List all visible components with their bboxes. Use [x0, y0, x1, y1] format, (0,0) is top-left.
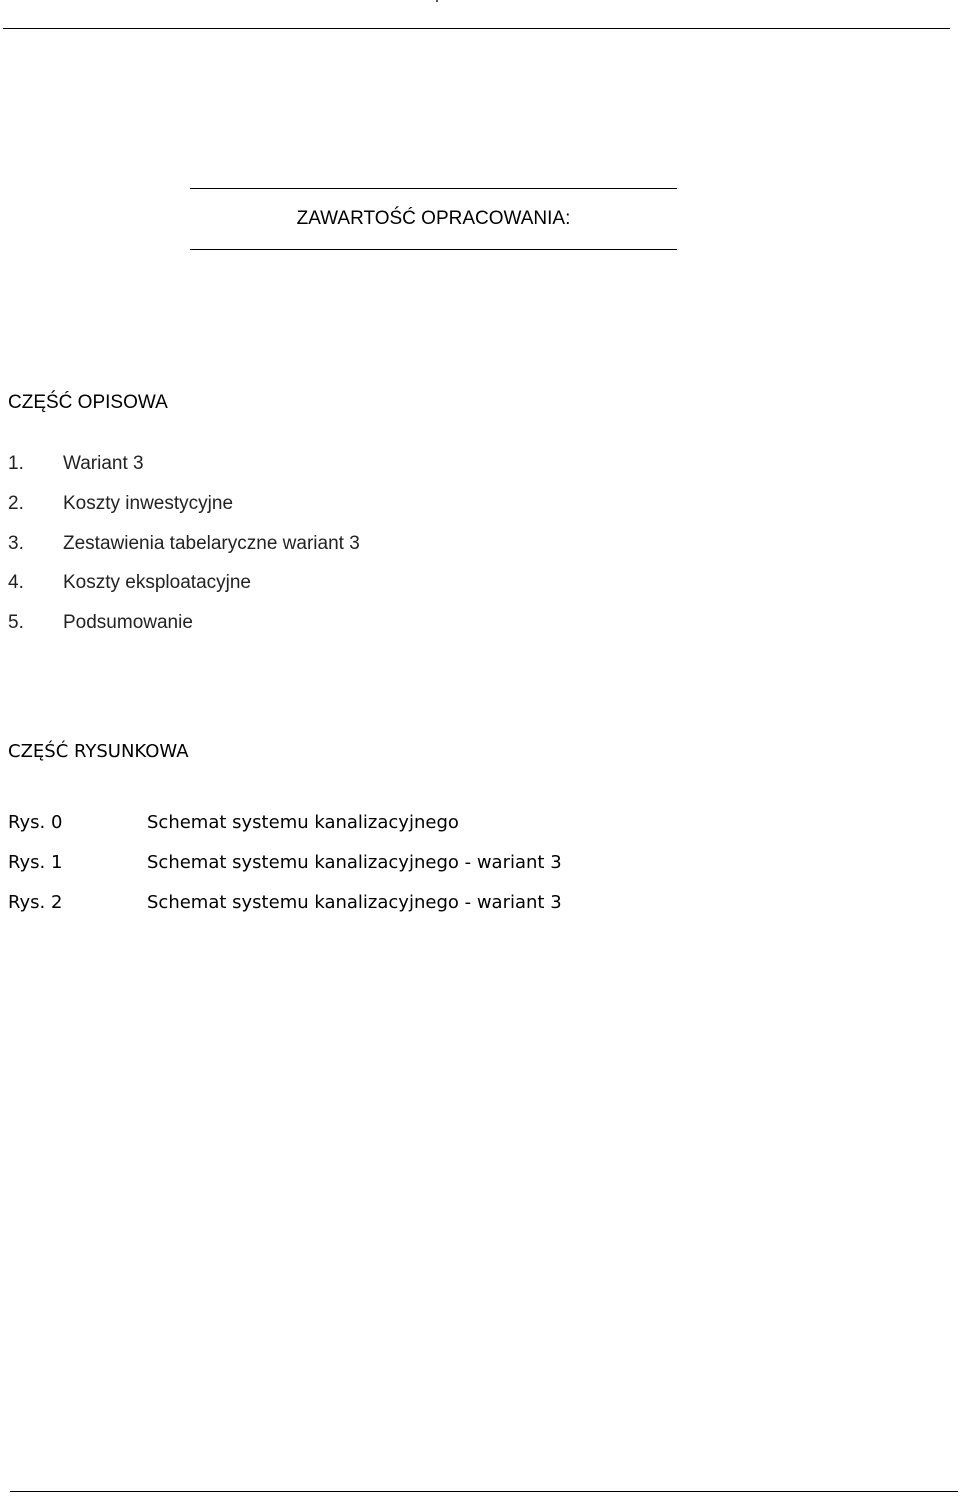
- drawing-id: Rys. 0: [8, 812, 63, 833]
- list-item-label: Zestawienia tabelaryczne wariant 3: [63, 532, 360, 554]
- list-item-label: Koszty eksploatacyjne: [63, 572, 251, 594]
- descriptive-part-heading: CZĘŚĆ OPISOWA: [8, 392, 168, 413]
- drawing-label: Schemat systemu kanalizacyjnego - wariant 3: [147, 851, 562, 873]
- list-item: [8, 611, 360, 651]
- list-item-number: 5.: [8, 612, 24, 634]
- list-item: [8, 532, 360, 572]
- list-item-label: Podsumowanie: [63, 612, 193, 634]
- drawing-part-list: [8, 811, 562, 930]
- list-item-number: 4.: [8, 572, 24, 594]
- drawing-item: [8, 851, 562, 891]
- title-lower-rule: [190, 249, 677, 250]
- page-top-mark: [436, 0, 438, 2]
- title-upper-rule: [190, 188, 677, 189]
- drawing-item: [8, 811, 562, 851]
- drawing-label: Schemat systemu kanalizacyjnego - wariant 3: [147, 891, 562, 913]
- drawing-part-heading: CZĘŚĆ RYSUNKOWA: [8, 741, 189, 762]
- drawing-id: Rys. 1: [8, 851, 63, 873]
- page-top-rule: [3, 28, 950, 29]
- drawing-label: Schemat systemu kanalizacyjnego: [147, 812, 459, 833]
- list-item-label: Koszty inwestycyjne: [63, 492, 234, 514]
- list-item-label: Wariant 3: [63, 453, 144, 474]
- list-item-number: 2.: [8, 492, 24, 514]
- list-item: [8, 452, 360, 492]
- list-item-number: 1.: [8, 453, 24, 474]
- list-item: [8, 571, 360, 611]
- page-bottom-rule: [10, 1491, 958, 1492]
- list-item-number: 3.: [8, 532, 24, 554]
- drawing-item: [8, 891, 562, 931]
- document-title: ZAWARTOŚĆ OPRACOWANIA:: [296, 208, 571, 229]
- list-item: [8, 492, 360, 532]
- descriptive-part-list: [8, 452, 360, 651]
- drawing-id: Rys. 2: [8, 891, 63, 913]
